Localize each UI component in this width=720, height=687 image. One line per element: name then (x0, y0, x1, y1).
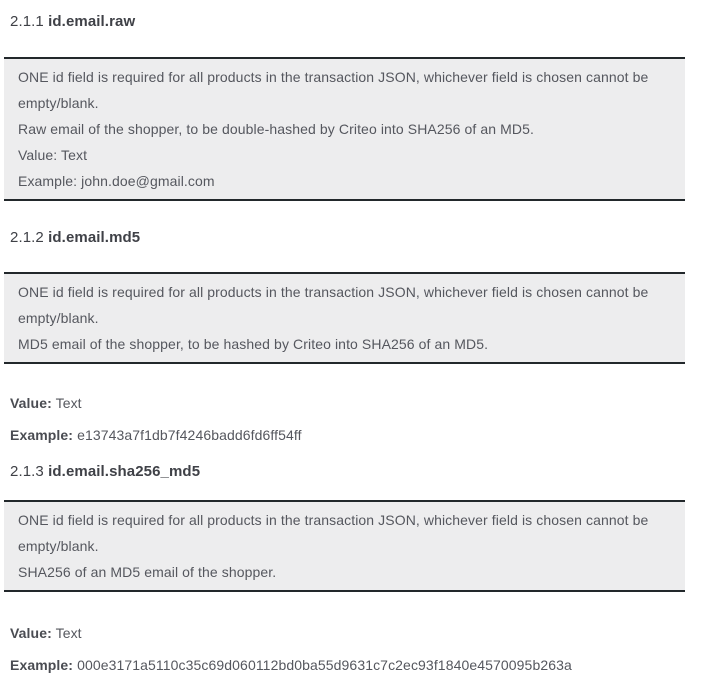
description-line: ONE id field is required for all products in the transaction JSON, whichever field is chosen cannot be (18, 69, 649, 85)
example-label: Example: (10, 427, 74, 443)
description-line: Raw email of the shopper, to be double-hashed by Criteo into SHA256 of an MD5. (18, 121, 534, 137)
description-line: Example: john.doe@gmail.com (18, 173, 215, 189)
description-line: empty/blank. (18, 310, 99, 326)
example-line (10, 425, 696, 445)
description-line: SHA256 of an MD5 email of the shopper. (18, 564, 277, 580)
field-section-id-email-sha256-md5 (10, 462, 696, 675)
example-label: Example: (10, 657, 74, 673)
example-text: 000e3171a5110c35c69d060112bd0ba55d9631c7c2ec93f1840e4570095b263a (77, 657, 572, 673)
description-line: empty/blank. (18, 538, 99, 554)
example-text: e13743a7f1db7f4246badd6fd6ff54ff (77, 427, 302, 443)
description-line: ONE id field is required for all products in the transaction JSON, whichever field is chosen cannot be (18, 512, 649, 528)
field-description-box (4, 57, 685, 201)
field-section-id-email-raw (10, 12, 696, 201)
value-line (10, 623, 696, 643)
value-label: Value: (10, 395, 52, 411)
section-number: 2.1.2 (10, 229, 44, 246)
field-heading (10, 462, 696, 482)
value-text: Text (55, 625, 82, 641)
value-text: Text (55, 395, 82, 411)
section-number: 2.1.3 (10, 463, 44, 480)
field-section-id-email-md5 (10, 228, 696, 445)
description-line: empty/blank. (18, 95, 99, 111)
field-heading (10, 228, 696, 248)
value-label: Value: (10, 625, 52, 641)
field-name: id.email.sha256_md5 (48, 463, 201, 480)
field-heading (10, 12, 696, 32)
description-line: MD5 email of the shopper, to be hashed by Criteo into SHA256 of an MD5. (18, 336, 489, 352)
field-name: id.email.md5 (48, 229, 141, 246)
field-description-box (4, 272, 685, 364)
field-description-box (4, 500, 685, 592)
field-name: id.email.raw (48, 13, 136, 30)
description-line: ONE id field is required for all products in the transaction JSON, whichever field is chosen cannot be (18, 284, 649, 300)
example-line (10, 655, 696, 675)
description-line: Value: Text (18, 147, 88, 163)
value-line (10, 393, 696, 413)
section-number: 2.1.1 (10, 13, 44, 30)
